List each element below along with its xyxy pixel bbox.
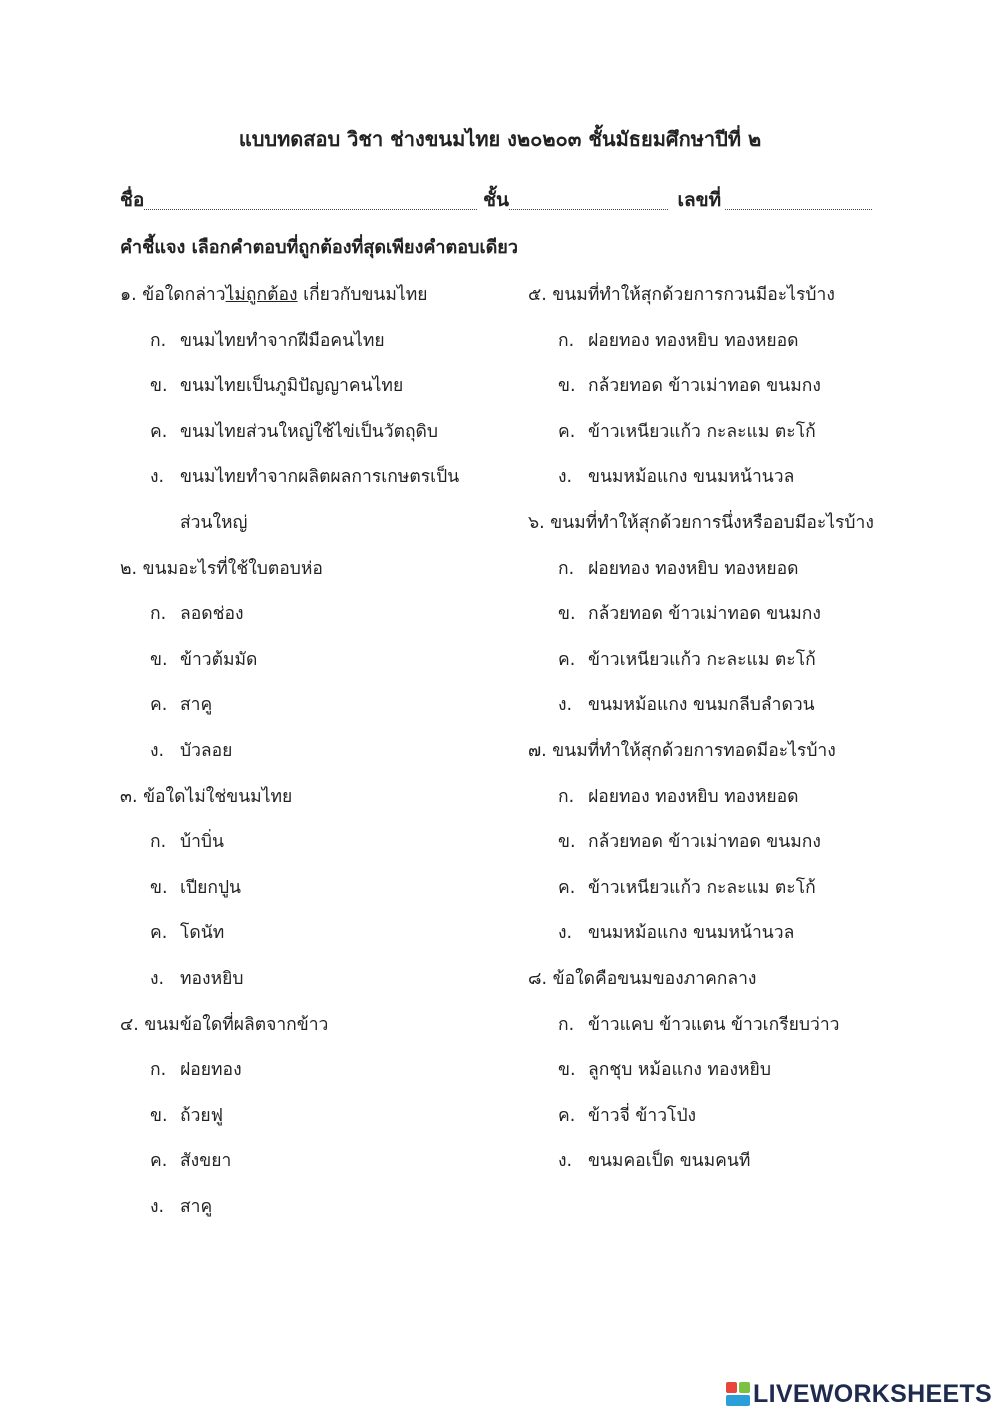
q1-option-d-continuation: ส่วนใหญ่ bbox=[180, 512, 248, 533]
question-5: ๕. ขนมที่ทำให้สุกด้วยการกวนมีอะไรบ้าง bbox=[528, 285, 835, 305]
liveworksheets-watermark bbox=[725, 1379, 992, 1409]
q8-option-b[interactable]: ข. ลูกชุบ หม้อแกง ทองหยิบ bbox=[558, 1060, 771, 1081]
class-label: ชั้น bbox=[483, 189, 509, 211]
q7-option-c[interactable]: ค. ข้าวเหนียวแก้ว กะละแม ตะโก้ bbox=[558, 877, 816, 898]
q5-option-d[interactable]: ง. ขนมหม้อแกง ขนมหน้านวล bbox=[558, 467, 795, 488]
q2-option-b[interactable]: ข. ข้าวต้มมัด bbox=[150, 649, 258, 670]
q8-option-a[interactable]: ก. ข้าวแคบ ข้าวแตน ข้าวเกรียบว่าว bbox=[558, 1014, 840, 1035]
q7-option-a[interactable]: ก. ฝอยทอง ทองหยิบ ทองหยอด bbox=[558, 786, 799, 807]
left-column bbox=[120, 280, 520, 1237]
q1-option-c[interactable]: ค. ขนมไทยส่วนใหญ่ใช้ไข่เป็นวัตถุดิบ bbox=[150, 421, 439, 442]
q3-option-d[interactable]: ง. ทองหยิบ bbox=[150, 968, 244, 989]
question-2: ๒. ขนมอะไรที่ใช้ใบตอบห่อ bbox=[120, 558, 323, 579]
q1-option-b[interactable]: ข. ขนมไทยเป็นภูมิปัญญาคนไทย bbox=[150, 376, 404, 397]
q3-option-a[interactable]: ก. บ้าบิ่น bbox=[150, 832, 225, 853]
q3-option-c[interactable]: ค. โดนัท bbox=[150, 923, 225, 944]
question-8: ๘. ข้อใดคือขนมของภาคกลาง bbox=[528, 968, 757, 989]
name-label: ชื่อ bbox=[120, 189, 145, 211]
question-6: ๖. ขนมที่ทำให้สุกด้วยการนึ่งหรืออบมีอะไรบ้าง bbox=[528, 512, 874, 533]
watermark-text: LIVEWORKSHEETS bbox=[753, 1379, 992, 1408]
question-1-prefix: ๑. ข้อใดกล่าว bbox=[120, 285, 226, 305]
q2-option-c[interactable]: ค. สาคู bbox=[150, 695, 213, 716]
q1-option-a[interactable]: ก. ขนมไทยทำจากฝีมือคนไทย bbox=[150, 330, 385, 351]
q6-option-b[interactable]: ข. กล้วยทอด ข้าวเม่าทอด ขนมกง bbox=[558, 604, 821, 625]
q4-option-d[interactable]: ง. สาคู bbox=[150, 1196, 213, 1217]
q8-option-d[interactable]: ง. ขนมคอเป็ด ขนมคนที bbox=[558, 1151, 751, 1172]
name-input-line[interactable] bbox=[144, 187, 477, 210]
q3-option-b[interactable]: ข. เปียกปูน bbox=[150, 877, 242, 898]
liveworksheets-logo-icon bbox=[725, 1381, 751, 1407]
page-title: แบบทดสอบ วิชา ช่างขนมไทย ง๒๐๒๐๓ ชั้นมัธยมศึกษาปีที่ ๒ bbox=[238, 127, 762, 151]
q2-option-d[interactable]: ง. บัวลอย bbox=[150, 740, 233, 761]
q5-option-c[interactable]: ค. ข้าวเหนียวแก้ว กะละแม ตะโก้ bbox=[558, 421, 816, 442]
number-input-line[interactable] bbox=[725, 187, 872, 210]
question-1-suffix: เกี่ยวกับขนมไทย bbox=[297, 285, 428, 305]
q6-option-d[interactable]: ง. ขนมหม้อแกง ขนมกลีบลำดวน bbox=[558, 695, 815, 716]
question-4: ๔. ขนมข้อใดที่ผลิตจากข้าว bbox=[120, 1014, 329, 1035]
q5-option-a[interactable]: ก. ฝอยทอง ทองหยิบ ทองหยอด bbox=[558, 330, 799, 351]
number-label: เลขที่ bbox=[677, 189, 722, 211]
class-input-line[interactable] bbox=[509, 187, 668, 210]
q8-option-c[interactable]: ค. ข้าวจี่ ข้าวโป่ง bbox=[558, 1105, 697, 1126]
q5-option-b[interactable]: ข. กล้วยทอด ข้าวเม่าทอด ขนมกง bbox=[558, 376, 821, 397]
question-1 bbox=[120, 280, 520, 326]
q4-option-a[interactable]: ก. ฝอยทอง bbox=[150, 1060, 242, 1081]
question-1-underlined: ไม่ถูกต้อง bbox=[225, 285, 298, 305]
question-7: ๗. ขนมที่ทำให้สุกด้วยการทอดมีอะไรบ้าง bbox=[528, 740, 836, 761]
q2-option-a[interactable]: ก. ลอดช่อง bbox=[150, 604, 244, 625]
instruction-text: คำชี้แจง เลือกคำตอบที่ถูกต้องที่สุดเพียงคำตอบเดียว bbox=[120, 237, 518, 258]
q6-option-a[interactable]: ก. ฝอยทอง ทองหยิบ ทองหยอด bbox=[558, 558, 799, 579]
student-info-row bbox=[120, 184, 872, 214]
question-3: ๓. ข้อใดไม่ใช่ขนมไทย bbox=[120, 786, 293, 807]
q7-option-b[interactable]: ข. กล้วยทอด ข้าวเม่าทอด ขนมกง bbox=[558, 832, 821, 853]
right-column bbox=[528, 280, 968, 1192]
q4-option-c[interactable]: ค. สังขยา bbox=[150, 1151, 232, 1172]
q7-option-d[interactable]: ง. ขนมหม้อแกง ขนมหน้านวล bbox=[558, 923, 795, 944]
q1-option-d[interactable]: ง. ขนมไทยทำจากผลิตผลการเกษตรเป็น bbox=[150, 467, 460, 488]
q4-option-b[interactable]: ข. ถ้วยฟู bbox=[150, 1105, 224, 1126]
q6-option-c[interactable]: ค. ข้าวเหนียวแก้ว กะละแม ตะโก้ bbox=[558, 649, 816, 670]
